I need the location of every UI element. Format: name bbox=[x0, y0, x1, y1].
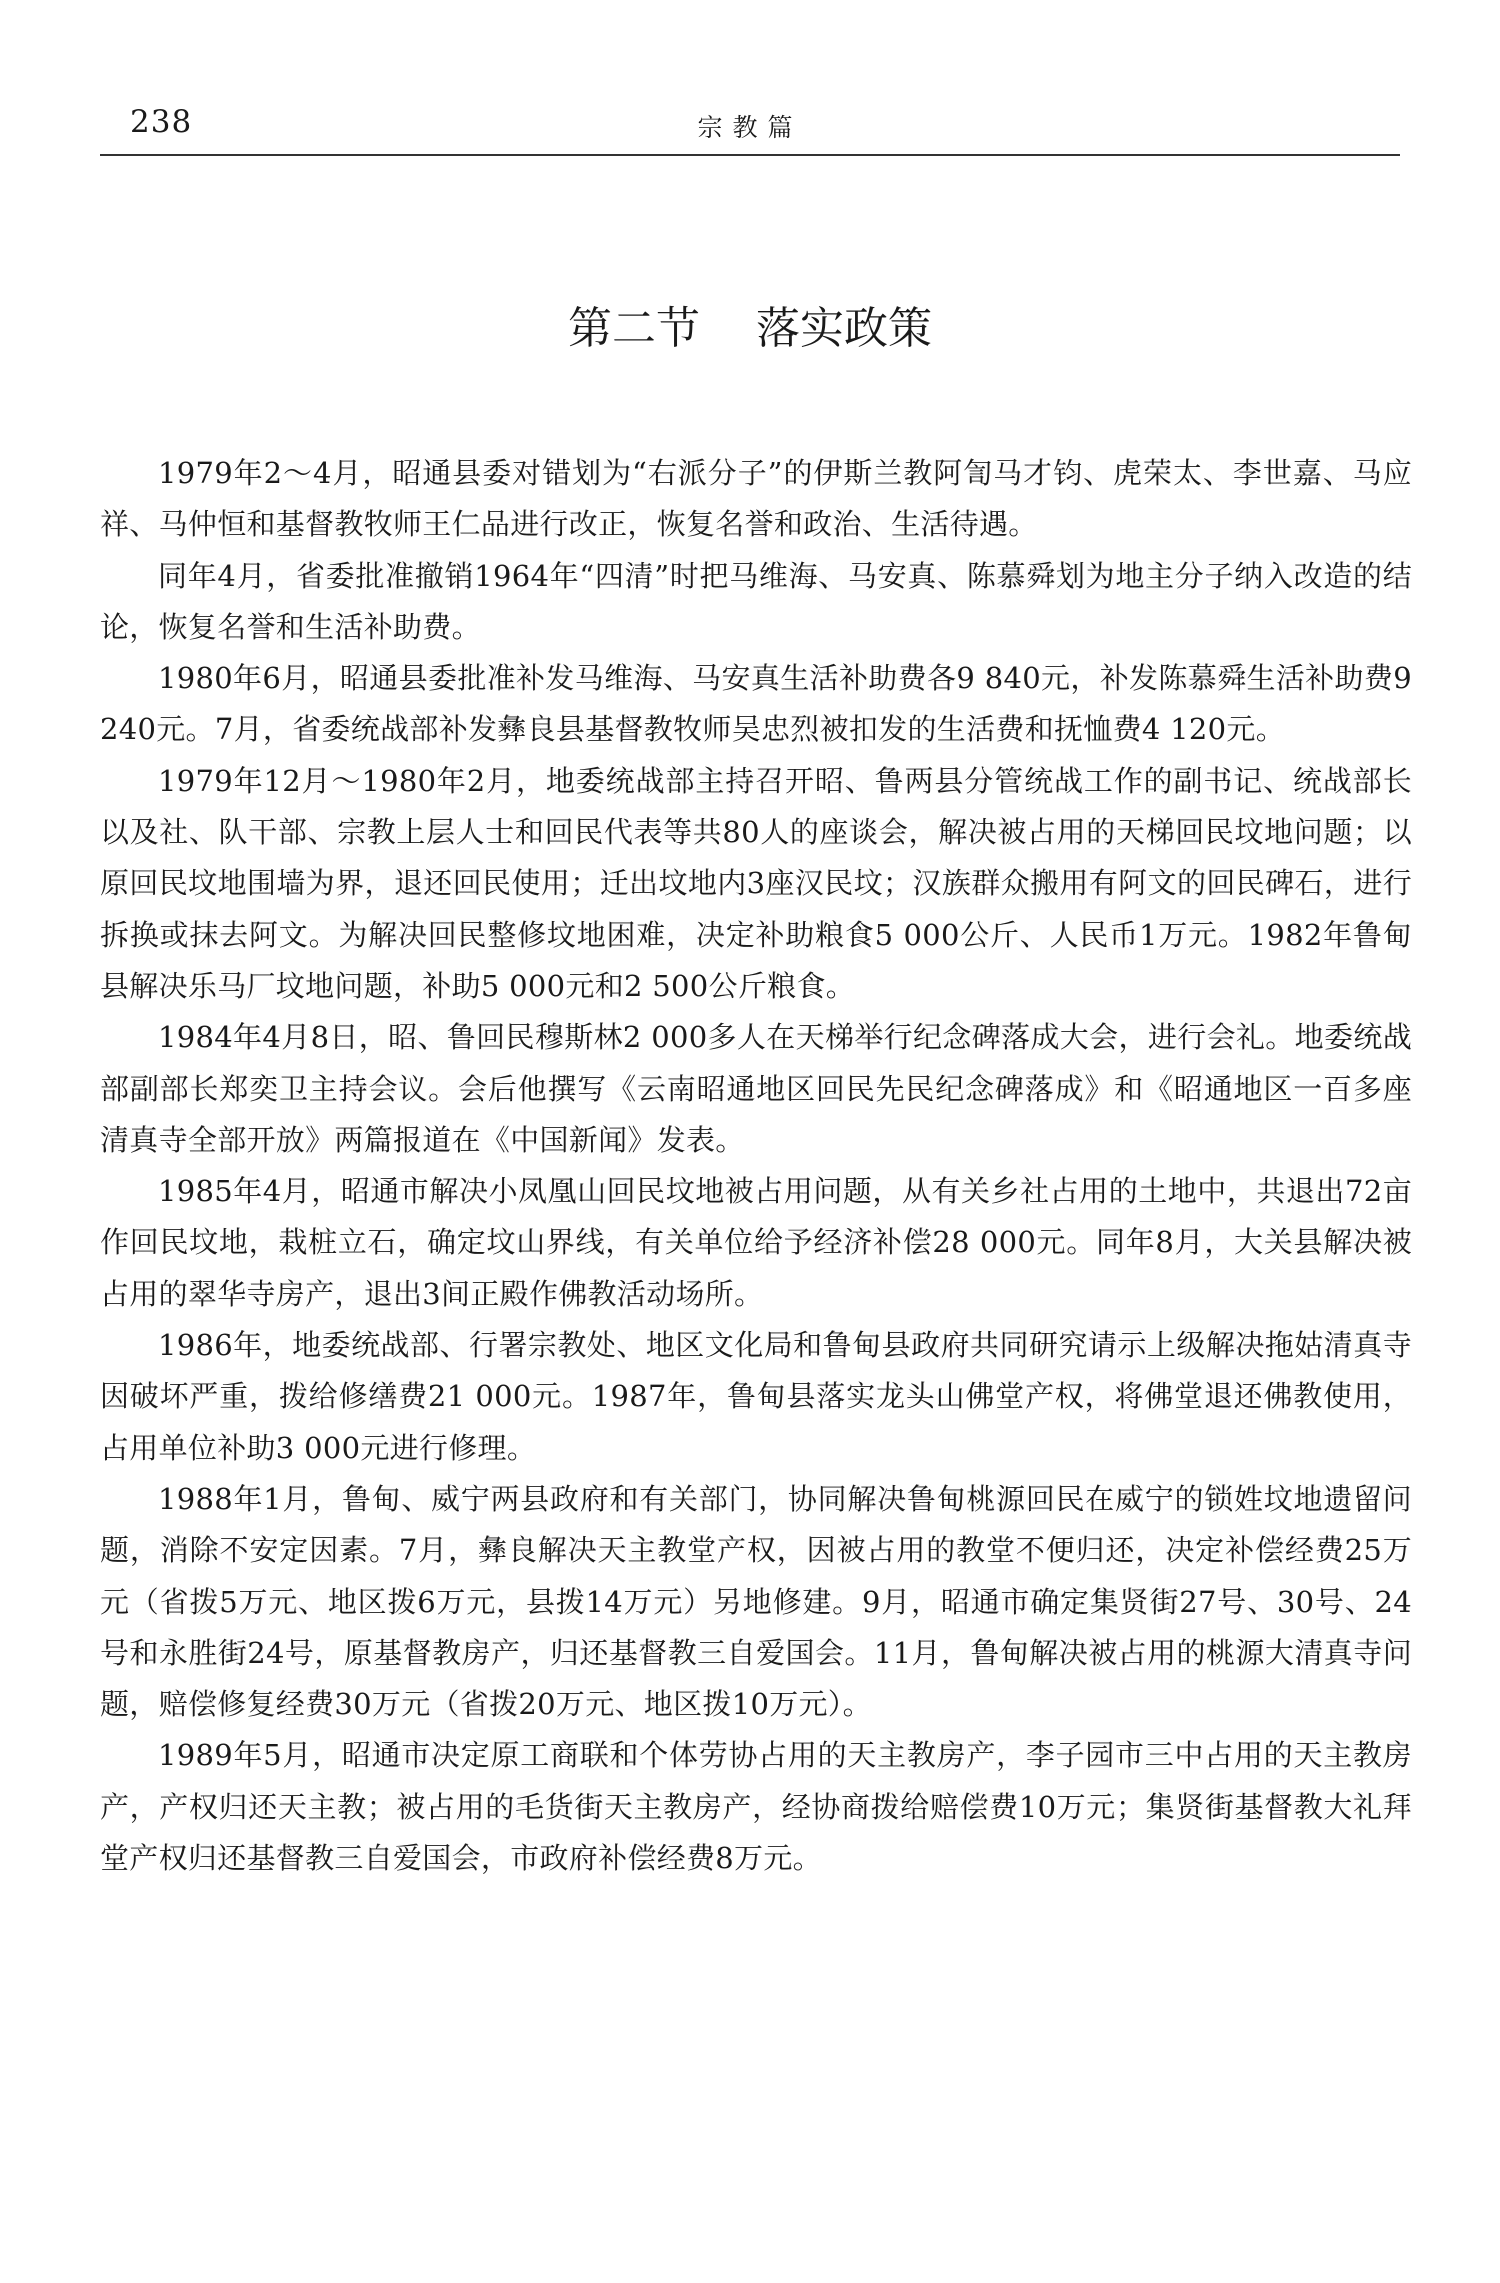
paragraph: 1984年4月8日，昭、鲁回民穆斯林2 000多人在天梯举行纪念碑落成大会，进行会礼。地委统战部副部长郑奕卫主持会议。会后他撰写《云南昭通地区回民先民纪念碑落成》和《昭通地区一百多座清真寺全部开放》两篇报道在《中国新闻》发表。 bbox=[100, 1020, 1412, 1157]
paragraph: 同年4月，省委批准撤销1964年“四清”时把马维海、马安真、陈慕舜划为地主分子纳入改造的结论，恢复名誉和生活补助费。 bbox=[100, 558, 1412, 644]
paragraph: 1985年4月，昭通市解决小凤凰山回民坟地被占用问题，从有关乡社占用的土地中，共退出72亩作回民坟地，栽桩立石，确定坟山界线，有关单位给予经济补偿28 000元。同年8月，大关县解决被占用的翠华寺房产，退出3间正殿作佛教活动场所。 bbox=[100, 1174, 1412, 1311]
paragraph: 1988年1月，鲁甸、威宁两县政府和有关部门，协同解决鲁甸桃源回民在威宁的锁姓坟地遗留问题，消除不安定因素。7月，彝良解决天主教堂产权，因被占用的教堂不便归还，决定补偿经费25万元（省拨5万元、地区拨6万元，县拨14万元）另地修建。9月，昭通市确定集贤街27号、30号、24号和永胜街24号，原基督教房产，归还基督教三自爱国会。11月，鲁甸解决被占用的桃源大清真寺问题，赔偿修复经费30万元（省拨20万元、地区拨10万元）。 bbox=[100, 1481, 1412, 1722]
paragraph: 1979年12月～1980年2月，地委统战部主持召开昭、鲁两县分管统战工作的副书记、统战部长以及社、队干部、宗教上层人士和回民代表等共80人的座谈会，解决被占用的天梯回民坟地问题；以原回民坟地围墙为界，退还回民使用；迁出坟地内3座汉民坟；汉族群众搬用有阿文的回民碑石，进行拆换或抹去阿文。为解决回民整修坟地困难，决定补助粮食5 000公斤、人民币1万元。1982年鲁甸县解决乐马厂坟地问题，补助5 000元和2 500公斤粮食。 bbox=[100, 763, 1412, 1003]
paragraph: 1989年5月，昭通市决定原工商联和个体劳协占用的天主教房产，李子园市三中占用的天主教房产，产权归还天主教；被占用的毛货街天主教房产，经协商拨给赔偿费10万元；集贤街基督教大礼拜堂产权归还基督教三自爱国会，市政府补偿经费8万元。 bbox=[100, 1738, 1412, 1876]
paragraph: 1986年，地委统战部、行署宗教处、地区文化局和鲁甸县政府共同研究请示上级解决拖姑清真寺因破坏严重，拨给修缮费21 000元。1987年，鲁甸县落实龙头山佛堂产权，将佛堂退还佛教使用，占用单位补助3 000元进行修理。 bbox=[100, 1328, 1412, 1465]
section-title-text: 落实政策 bbox=[756, 303, 932, 354]
running-header bbox=[100, 98, 1400, 156]
running-title: 宗教篇 bbox=[697, 113, 803, 142]
page-number: 238 bbox=[130, 104, 193, 140]
section-title bbox=[0, 292, 1500, 356]
body-text bbox=[100, 448, 1412, 1884]
paragraph: 1980年6月，昭通县委批准补发马维海、马安真生活补助费各9 840元，补发陈慕舜生活补助费9 240元。7月，省委统战部补发彝良县基督教牧师吴忠烈被扣发的生活费和抚恤费4 120元。 bbox=[100, 661, 1412, 747]
paragraph: 1979年2～4月，昭通县委对错划为“右派分子”的伊斯兰教阿訇马才钧、虎荣太、李世嘉、马应祥、马仲恒和基督教牧师王仁品进行改正，恢复名誉和政治、生活待遇。 bbox=[100, 456, 1412, 542]
section-number: 第二节 bbox=[568, 303, 700, 354]
